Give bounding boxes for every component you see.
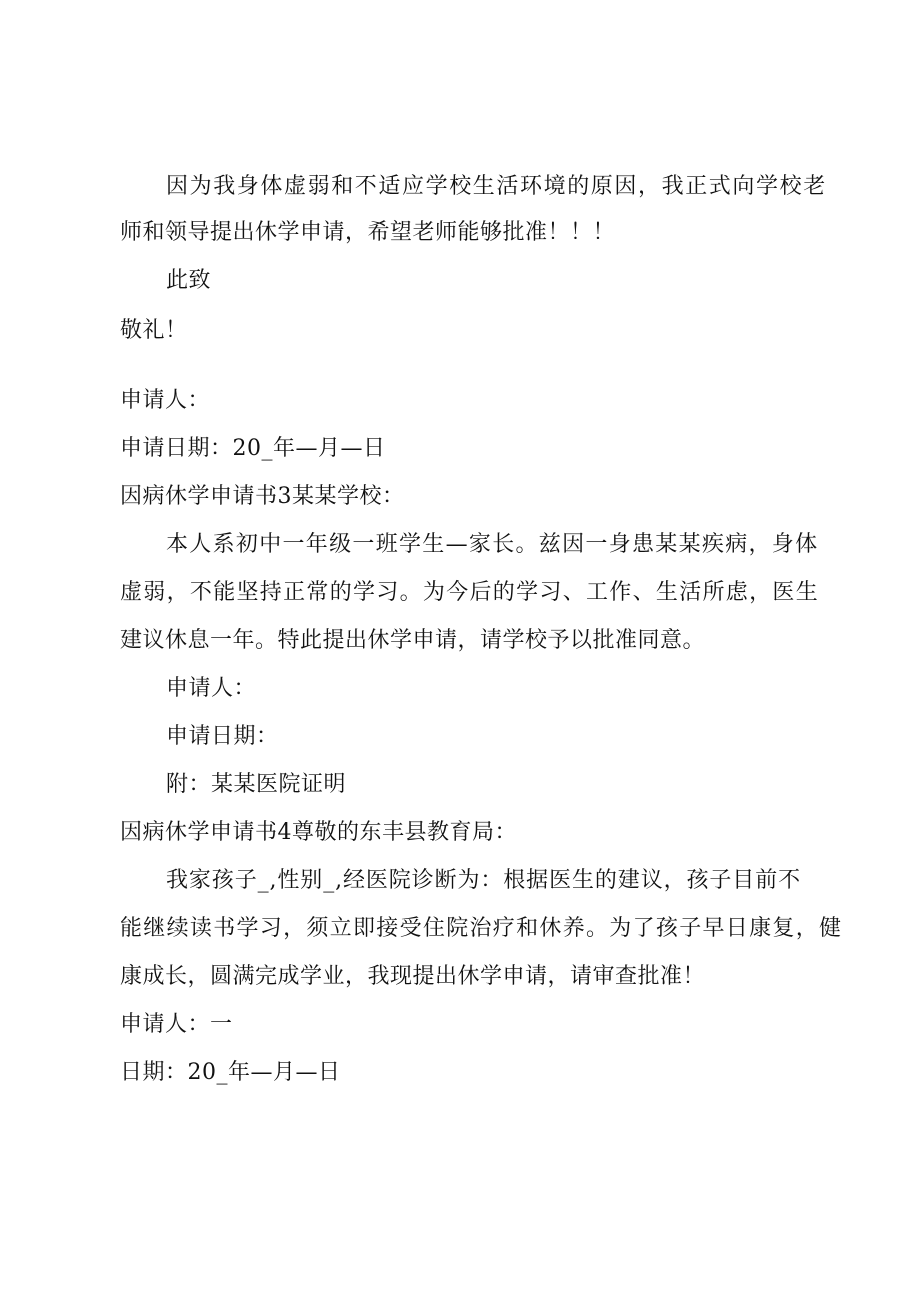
- closing-salutation: 此致: [166, 268, 212, 293]
- body-paragraph-line: 建议休息一年。特此提出休学申请，请学校予以批准同意。: [120, 628, 706, 653]
- section-heading: 因病休学申请书4尊敬的东丰县教育局：: [120, 820, 517, 845]
- applicant-label: 申请人：: [166, 676, 257, 701]
- body-paragraph-line: 能继续读书学习，须立即接受住院治疗和休养。为了孩子早日康复，健: [120, 916, 843, 941]
- body-paragraph-line: 康成长，圆满完成学业，我现提出休学申请，请审查批准！: [120, 964, 706, 989]
- section-heading: 因病休学申请书3某某学校：: [120, 484, 405, 509]
- application-date: 申请日期：: [166, 724, 279, 749]
- body-paragraph-line: 师和领导提出休学申请，希望老师能够批准！！！: [120, 220, 616, 245]
- body-paragraph-line: 虚弱，不能坚持正常的学习。为今后的学习、工作、生活所虑，医生: [120, 580, 820, 605]
- application-date: 日期：20_年—月—日: [120, 1060, 341, 1085]
- closing-regards: 敬礼！: [120, 318, 188, 343]
- attachment-note: 附：某某医院证明: [166, 772, 347, 797]
- body-paragraph-line: 本人系初中一年级一班学生—家长。兹因一身患某某疾病，身体: [166, 532, 819, 557]
- body-paragraph-line: 因为我身体虚弱和不适应学校生活环境的原因，我正式向学校老: [166, 174, 827, 199]
- body-paragraph-line: 我家孩子_,性别_,经医院诊断为：根据医生的建议，孩子目前不: [166, 868, 801, 893]
- application-date: 申请日期：20_年—月—日: [120, 436, 386, 461]
- applicant-label: 申请人：: [120, 388, 211, 413]
- applicant-label: 申请人：一: [120, 1012, 233, 1037]
